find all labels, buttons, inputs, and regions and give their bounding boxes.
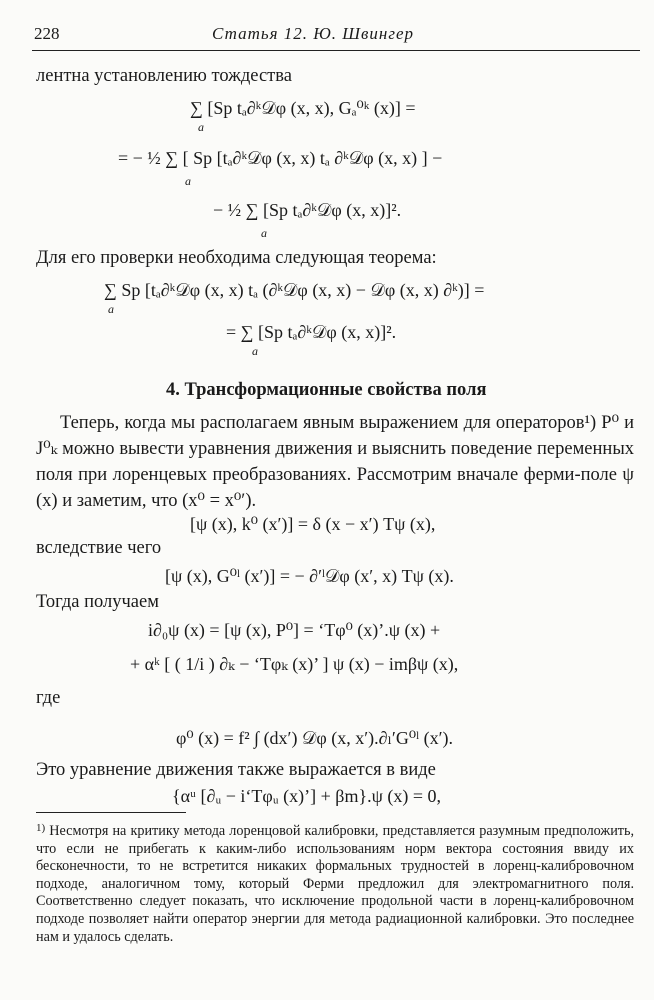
theorem-intro: Для его проверки необходима следующая теорема: xyxy=(36,248,437,268)
where-text: где xyxy=(36,688,61,708)
equation-7: {αᵘ [∂ᵤ − i‘Tφᵤ (x)’] + βm}.ψ (x) = 0, xyxy=(172,786,442,806)
equation-2-line-1-sub: a xyxy=(108,302,114,316)
equation-6: φ⁰ (x) = f² ∫ (dx′) 𝒟φ (x, x′).∂ₗ′G⁰ˡ (x′). xyxy=(176,728,453,748)
equation-3: [ψ (x), k⁰ (x′)] = δ (x − x′) Tψ (x), xyxy=(190,514,436,534)
running-title: Статья 12. Ю. Швингер xyxy=(212,24,414,43)
footnote-rule xyxy=(36,812,186,813)
equation-4: [ψ (x), G⁰ˡ (x′)] = − ∂′ˡ𝒟φ (x′, x) Tψ (x). xyxy=(165,566,454,586)
equation-1-line-1: ∑ [Sp tₐ∂ᵏ𝒟φ (x, x), Gₐ⁰ᵏ (x)] = xyxy=(190,98,416,118)
section-heading: 4. Трансформационные свойства поля xyxy=(166,380,487,400)
equation-1-line-1-sub: a xyxy=(198,120,204,134)
equation-2-line-2-sub: a xyxy=(252,344,258,358)
equation-1-line-2-sub: a xyxy=(185,174,191,188)
equation-motion-intro: Это уравнение движения также выражается в виде xyxy=(36,760,436,780)
paragraph-1: Теперь, когда мы располагаем явным выражением для операторов¹) P⁰ и J⁰ₖ можно вывести уравнения движения и выяснить поведение переменных поля при лоренцевых преобразованиях. Рассмотрим вначале ферми-поле ψ (x) и заметим, что (x⁰ = x⁰′). xyxy=(36,413,634,511)
equation-1-line-3-sub: a xyxy=(261,226,267,240)
footnote-text: Несмотря на критику метода лоренцовой калибровки, представляется разумным предположить, что если не прибегать к каким-либо использованиям норм вектора состояния ввиду их бесконечности, то не встретится никаких формальных трудностей в лоренц-калибровочном подходе, аналогичном тому, который Ферми предложил для электромагнитного поля. Соответственно следует показать, что исключение продольной части в лоренц-калибровочном подходе позволяет найти оператор энергии для метода радиационной калибровки. Это последнее нам и удалось сделать. xyxy=(36,823,634,945)
equation-1-line-3: − ½ ∑ [Sp tₐ∂ᵏ𝒟φ (x, x)]². xyxy=(213,200,402,220)
equation-1-line-2: = − ½ ∑ [ Sp [tₐ∂ᵏ𝒟φ (x, x) tₐ ∂ᵏ𝒟φ (x, x) ] − xyxy=(118,148,443,168)
equation-5-line-1: i∂₀ψ (x) = [ψ (x), P⁰] = ‘Tφ⁰ (x)’.ψ (x) + xyxy=(148,620,441,640)
equation-5-line-2: + αᵏ [ ( 1/i ) ∂ₖ − ‘Tφₖ (x)’ ] ψ (x) − imβψ (x), xyxy=(130,654,459,674)
header-rule xyxy=(32,50,640,51)
consequence-text: вследствие чего xyxy=(36,538,162,558)
intro-line: лентна установлению тождества xyxy=(36,66,292,86)
equation-2-line-1: ∑ Sp [tₐ∂ᵏ𝒟φ (x, x) tₐ (∂ᵏ𝒟φ (x, x) − 𝒟φ (x, x) ∂ᵏ)] = xyxy=(104,280,485,300)
footnote xyxy=(36,820,634,946)
footnote-marker: 1) xyxy=(36,822,46,834)
then-get-text: Тогда получаем xyxy=(36,592,159,612)
equation-2-line-2: = ∑ [Sp tₐ∂ᵏ𝒟φ (x, x)]². xyxy=(226,322,397,342)
page-number: 228 xyxy=(34,24,60,43)
